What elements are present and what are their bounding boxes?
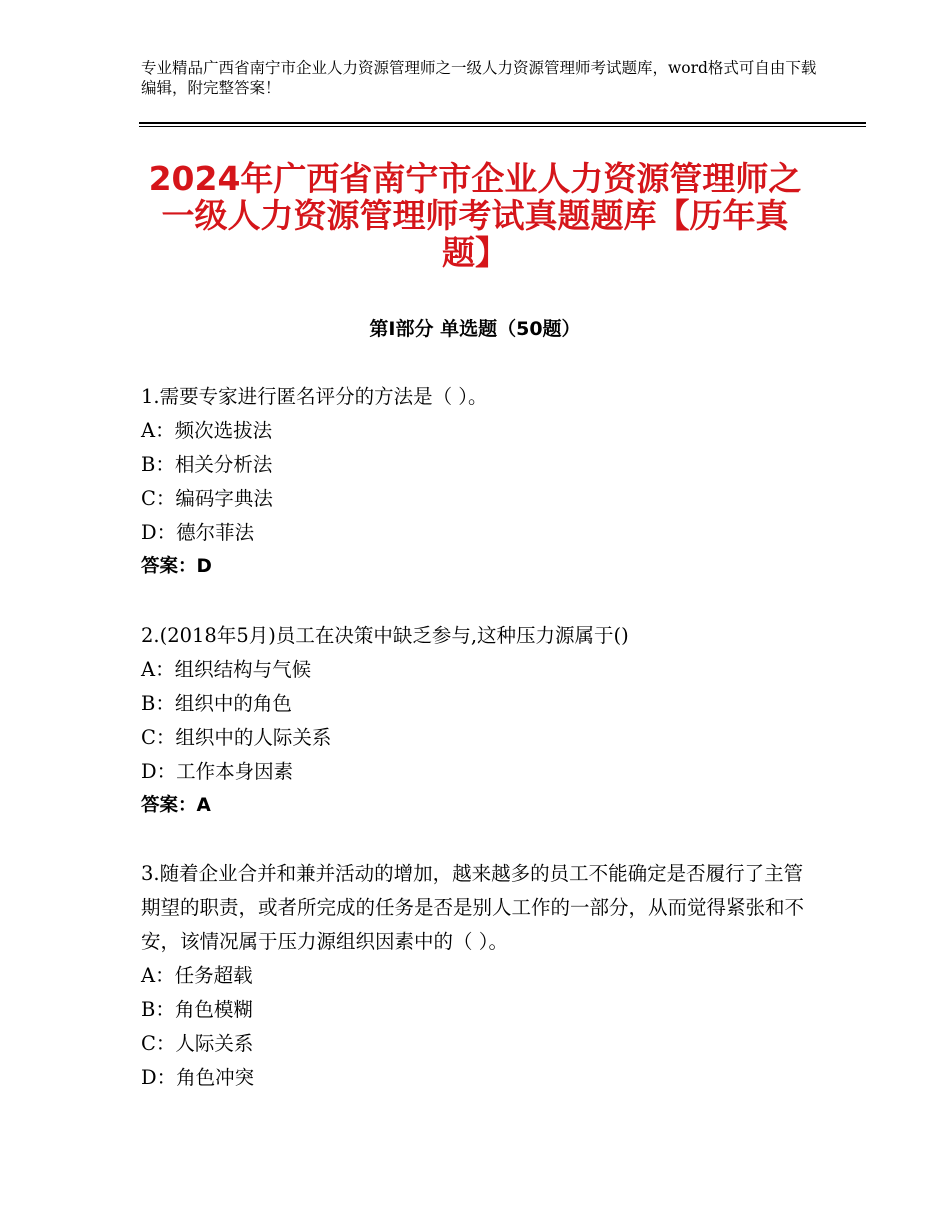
- option-d: D：角色冲突: [141, 1066, 255, 1089]
- option-d: D：德尔菲法: [141, 521, 255, 544]
- option-a: A：频次选拔法: [141, 419, 273, 442]
- option-c: C：组织中的人际关系: [141, 726, 332, 749]
- question-stem: 2.(2018年5月)员工在决策中缺乏参与,这种压力源属于(): [141, 624, 629, 647]
- option-b: B：组织中的角色: [141, 692, 292, 715]
- option-a: A：任务超载: [141, 964, 253, 987]
- question-3: [141, 857, 821, 1095]
- answer-label: 答案：D: [141, 556, 212, 577]
- option-b: B：相关分析法: [141, 453, 273, 476]
- question-stem: 1.需要专家进行匿名评分的方法是（ ）。: [141, 385, 488, 408]
- question-2: [141, 619, 821, 823]
- header-note: 专业精品广西省南宁市企业人力资源管理师之一级人力资源管理师考试题库，word格式可自由下载编辑，附完整答案！: [141, 59, 817, 97]
- option-d: D：工作本身因素: [141, 760, 294, 783]
- option-a: A：组织结构与气候: [141, 658, 312, 681]
- header-divider-thick: [139, 122, 866, 124]
- header-divider-thin: [139, 126, 866, 127]
- document-title: 2024年广西省南宁市企业人力资源管理师之一级人力资源管理师考试真题题库【历年真题】: [148, 159, 802, 272]
- section-heading: 第Ⅰ部分 单选题（50题）: [369, 318, 581, 340]
- option-c: C：编码字典法: [141, 487, 273, 510]
- question-1: [141, 380, 821, 584]
- option-c: C：人际关系: [141, 1032, 254, 1055]
- question-stem: 3.随着企业合并和兼并活动的增加，越来越多的员工不能确定是否履行了主管期望的职责，或者所完成的任务是否是别人工作的一部分，从而觉得紧张和不安，该情况属于压力源组织因素中的（ ）。: [141, 862, 805, 953]
- option-b: B：角色模糊: [141, 998, 253, 1021]
- answer-label: 答案：A: [141, 795, 211, 816]
